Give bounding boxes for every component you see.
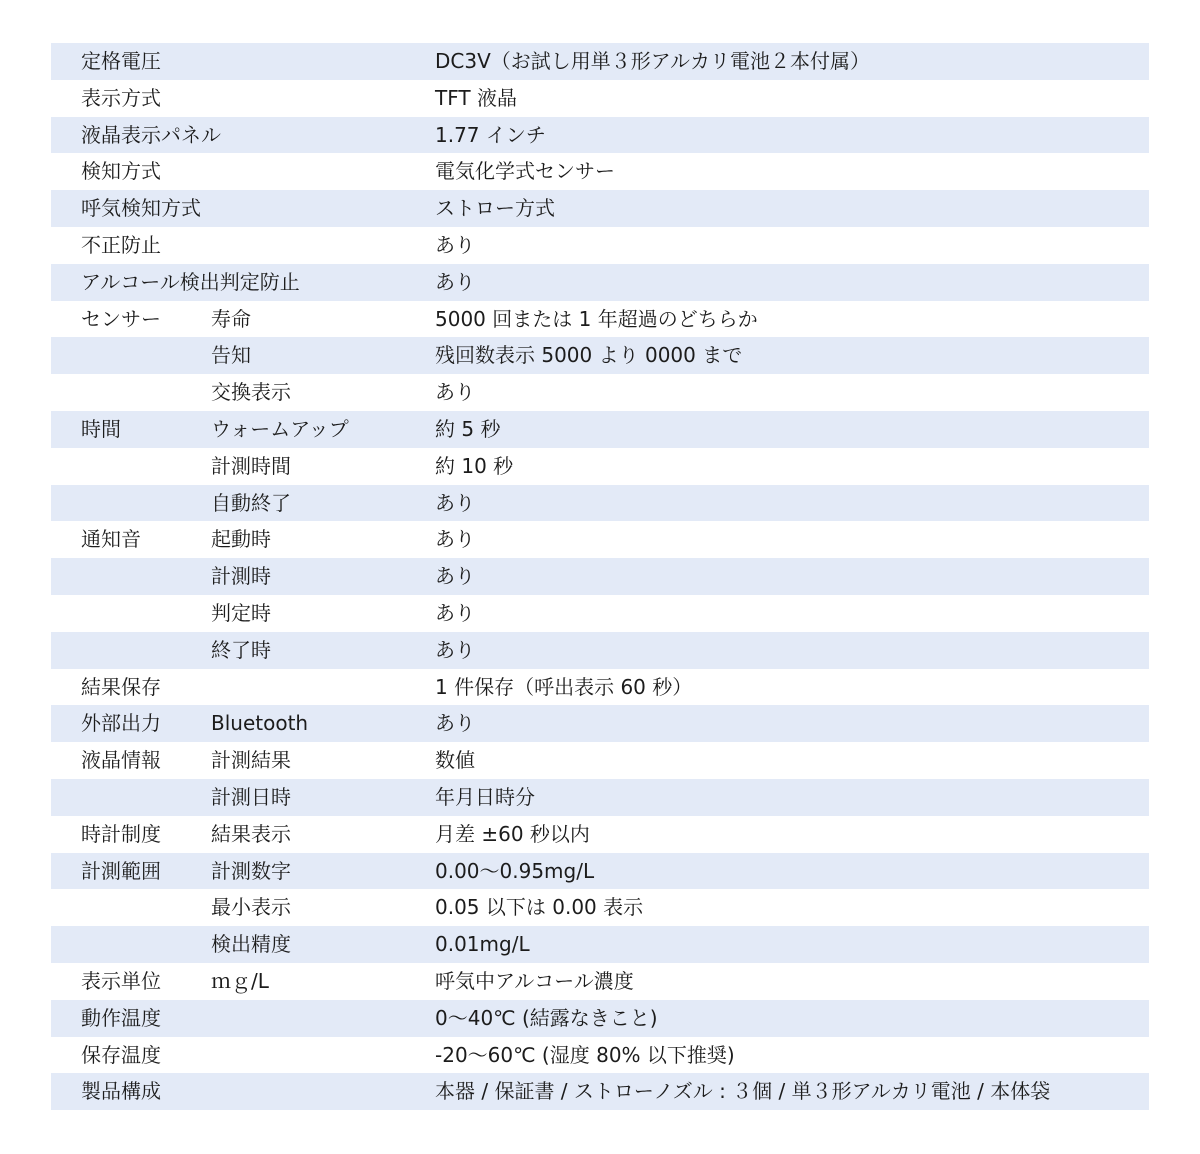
row-value: あり xyxy=(435,232,475,257)
row-label: 表示単位 xyxy=(81,968,161,993)
row-label: 保存温度 xyxy=(81,1042,161,1067)
row-value: 年月日時分 xyxy=(435,784,535,809)
table-row xyxy=(51,1073,1149,1110)
row-label: 計測範囲 xyxy=(81,858,161,883)
row-value: あり xyxy=(435,711,475,736)
table-row xyxy=(51,1037,1149,1074)
table-row xyxy=(51,153,1149,190)
row-value: 0.05 以下は 0.00 表示 xyxy=(435,895,644,920)
table-row xyxy=(51,227,1149,264)
row-sublabel: 最小表示 xyxy=(211,895,291,920)
row-label: 不正防止 xyxy=(81,232,161,257)
row-value: DC3V（お試し用単３形アルカリ電池２本付属） xyxy=(435,49,870,73)
row-sublabel: 計測数字 xyxy=(211,858,291,883)
row-label: センサー xyxy=(81,306,161,331)
row-label: 液晶表示パネル xyxy=(81,122,221,147)
row-value: あり xyxy=(435,490,475,515)
table-row xyxy=(51,374,1149,411)
spec-table xyxy=(51,43,1149,1110)
row-sublabel: 自動終了 xyxy=(211,490,291,515)
table-row xyxy=(51,117,1149,154)
table-row xyxy=(51,963,1149,1000)
row-value: 5000 回または 1 年超過のどちらか xyxy=(435,306,758,331)
row-sublabel: Bluetooth xyxy=(211,711,309,736)
row-label: 呼気検知方式 xyxy=(81,196,201,221)
row-value: 0.00〜0.95mg/L xyxy=(435,858,595,883)
table-row xyxy=(51,705,1149,742)
row-label: 時間 xyxy=(81,416,121,441)
table-row xyxy=(51,853,1149,890)
table-row xyxy=(51,632,1149,669)
row-value: あり xyxy=(435,637,475,662)
row-sublabel: ウォームアップ xyxy=(211,416,349,441)
row-sublabel: 計測日時 xyxy=(211,784,291,809)
row-value: あり xyxy=(435,380,475,405)
row-label: 動作温度 xyxy=(81,1005,161,1030)
row-value: あり xyxy=(435,527,475,552)
row-sublabel: 寿命 xyxy=(211,306,251,331)
row-value: 月差 ±60 秒以内 xyxy=(435,821,590,846)
row-value: 約 10 秒 xyxy=(435,453,514,478)
row-sublabel: 検出精度 xyxy=(211,932,291,957)
row-sublabel: 判定時 xyxy=(211,600,271,625)
table-row xyxy=(51,889,1149,926)
row-value: TFT 液晶 xyxy=(435,85,517,110)
row-label: 液晶情報 xyxy=(81,748,161,773)
row-label: 外部出力 xyxy=(81,711,161,736)
row-sublabel: 起動時 xyxy=(211,527,271,552)
row-sublabel: 計測時 xyxy=(211,564,271,589)
row-value: あり xyxy=(435,600,475,625)
row-sublabel: 告知 xyxy=(211,343,251,368)
row-value: -20〜60℃ (湿度 80% 以下推奨) xyxy=(435,1042,735,1067)
table-row xyxy=(51,301,1149,338)
row-value: あり xyxy=(435,269,475,294)
row-value: 呼気中アルコール濃度 xyxy=(435,968,634,993)
row-label: 結果保存 xyxy=(81,674,161,699)
row-value: あり xyxy=(435,564,475,589)
row-value: 約 5 秒 xyxy=(435,416,501,441)
row-label: アルコール検出判定防止 xyxy=(81,269,300,294)
table-row xyxy=(51,337,1149,374)
row-value: 電気化学式センサー xyxy=(435,159,615,184)
row-label: 時計制度 xyxy=(81,821,161,846)
row-sublabel: 計測時間 xyxy=(211,453,291,478)
table-row xyxy=(51,926,1149,963)
row-label: 定格電圧 xyxy=(81,49,161,73)
table-row xyxy=(51,669,1149,706)
row-value: ストロー方式 xyxy=(435,196,555,221)
row-label: 製品構成 xyxy=(81,1079,161,1104)
row-value: 1.77 インチ xyxy=(435,122,546,147)
table-row xyxy=(51,1000,1149,1037)
table-row xyxy=(51,558,1149,595)
table-row xyxy=(51,264,1149,301)
table-row xyxy=(51,411,1149,448)
table-row xyxy=(51,521,1149,558)
row-value: 残回数表示 5000 より 0000 まで xyxy=(435,343,743,368)
table-row xyxy=(51,595,1149,632)
row-sublabel: 計測結果 xyxy=(211,748,291,773)
row-label: 検知方式 xyxy=(81,159,161,184)
table-row xyxy=(51,779,1149,816)
table-row xyxy=(51,43,1149,80)
row-value: 0.01mg/L xyxy=(435,932,530,957)
table-row xyxy=(51,485,1149,522)
row-sublabel: 交換表示 xyxy=(211,380,291,405)
table-row xyxy=(51,448,1149,485)
row-label: 表示方式 xyxy=(81,85,161,110)
row-value: 数値 xyxy=(435,748,475,773)
table-row xyxy=(51,190,1149,227)
table-row xyxy=(51,742,1149,779)
row-sublabel: 結果表示 xyxy=(211,821,291,846)
table-row xyxy=(51,80,1149,117)
row-value: 1 件保存（呼出表示 60 秒） xyxy=(435,674,693,699)
row-label: 通知音 xyxy=(81,527,141,552)
table-row xyxy=(51,816,1149,853)
row-value: 0〜40℃ (結露なきこと) xyxy=(435,1005,658,1030)
row-sublabel: ｍｇ/L xyxy=(211,968,269,993)
row-value: 本器 / 保証書 / ストローノズル : ３個 / 単３形アルカリ電池 / 本体袋 xyxy=(435,1079,1051,1104)
row-sublabel: 終了時 xyxy=(211,637,271,662)
